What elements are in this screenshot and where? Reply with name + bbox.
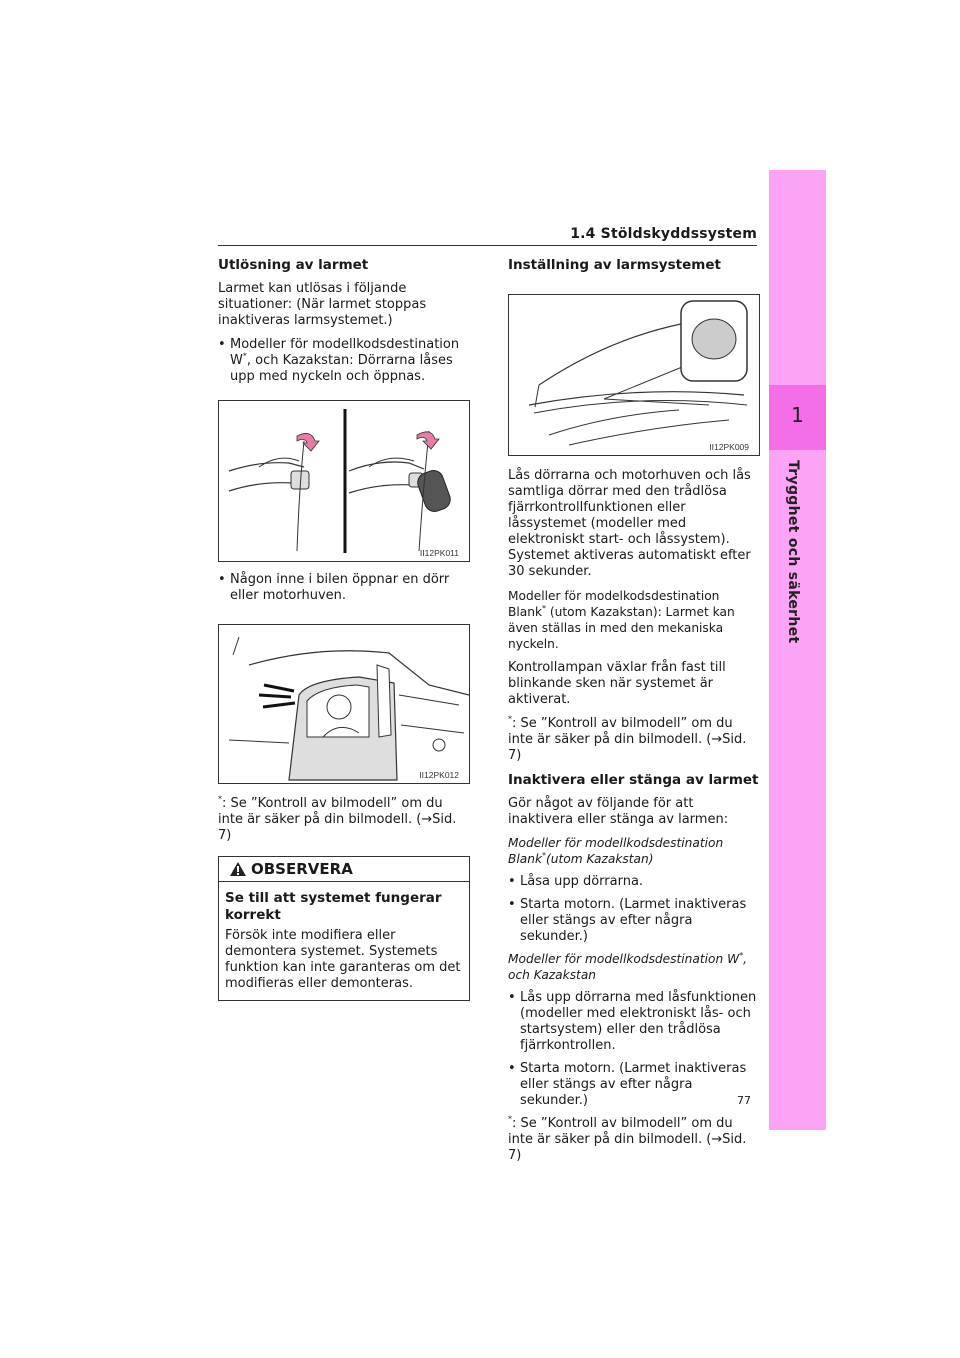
key-unlock-illustration (218, 400, 470, 562)
trigger-heading: Utlösning av larmet (218, 257, 369, 273)
deactivate-intro: Gör något av följande för att inaktivera eller stänga av larmen: (508, 796, 729, 827)
figure-code: II12PK011 (419, 548, 459, 558)
model-condition: Modeller för modellkodsdestination W*, och Kazakstan (508, 950, 748, 982)
caution-heading: Se till att systemet fungerar korrekt (225, 890, 442, 923)
caution-box (218, 856, 470, 1001)
footnote: *: Se ”Kontroll av bilmodell” om du inte är säker på din bilmodell. (→Sid. 7) (218, 794, 457, 843)
setup-text: Lås dörrarna och motorhuven och lås samtliga dörrar med den trådlösa fjärrkontrollfunktionen eller låssystemet (modeller med elektroniskt start- och låssystem). Systemet aktiveras automatiskt efter 30 sekunder. (508, 468, 751, 579)
door-handle-key-icon (219, 401, 469, 561)
figure-code: II12PK009 (709, 442, 749, 452)
footnote: *: Se ”Kontroll av bilmodell” om du inte är säker på din bilmodell. (→Sid. 7) (508, 714, 747, 763)
chapter-number: 1 (791, 403, 804, 427)
trigger-intro: Larmet kan utlösas i följande situationer: (När larmet stoppas inaktiveras larmsystemet.) (218, 281, 427, 328)
footnote: *: Se ”Kontroll av bilmodell” om du inte är säker på din bilmodell. (→Sid. 7) (508, 1114, 747, 1163)
setup-heading: Inställning av larmsystemet (508, 257, 721, 273)
door-open-illustration (218, 624, 470, 784)
person-in-car-icon (219, 625, 469, 783)
chapter-tab-strip (769, 170, 826, 1130)
section-title: 1.4 Stöldskyddssystem (570, 226, 757, 242)
caution-title: OBSERVERA (219, 857, 469, 882)
model-condition: Modeller för modellkodsdestination Blank*(utom Kazakstan) (508, 836, 724, 866)
list-item: • Starta motorn. (Larmet inaktiveras eller stängs av efter några sekunder.) (508, 897, 747, 944)
right-column (508, 257, 760, 1172)
list-item: • Modeller för modellkodsdestination W*, och Kazakstan: Dörrarna låses upp med nyckeln och öppnas. (218, 337, 460, 384)
caution-text: Försök inte modifiera eller demontera systemet. Systemets funktion kan inte garanteras om det modifieras eller demonteras. (225, 928, 461, 991)
page-number: 77 (737, 1094, 751, 1107)
dashboard-indicator-icon (509, 295, 759, 455)
list-item: • Starta motorn. (Larmet inaktiveras eller stängs av efter några sekunder.) (508, 1061, 747, 1108)
indicator-text: Kontrollampan växlar från fast till blinkande sken när systemet är aktiverat. (508, 660, 726, 707)
deactivate-heading: Inaktivera eller stänga av larmet (508, 772, 759, 788)
list-item: • Lås upp dörrarna med låsfunktionen (modeller med elektroniskt lås- och startsystem) eller den trådlösa fjärrkontrollen. (508, 990, 757, 1053)
left-column (218, 257, 470, 1001)
caution-body (219, 882, 469, 1000)
warning-icon (229, 861, 247, 877)
list-item: • Låsa upp dörrarna. (508, 874, 644, 889)
setup-key-text: Modeller för modelkodsdestination Blank* (utom Kazakstan): Larmet kan även ställas in med den mekaniska nyckeln. (508, 589, 735, 651)
chapter-label: Trygghet och säkerhet (785, 460, 801, 644)
indicator-light-illustration (508, 294, 760, 456)
figure-code: II12PK012 (419, 770, 459, 780)
section-header (218, 226, 757, 246)
list-item: • Någon inne i bilen öppnar en dörr eller motorhuven. (218, 572, 450, 603)
